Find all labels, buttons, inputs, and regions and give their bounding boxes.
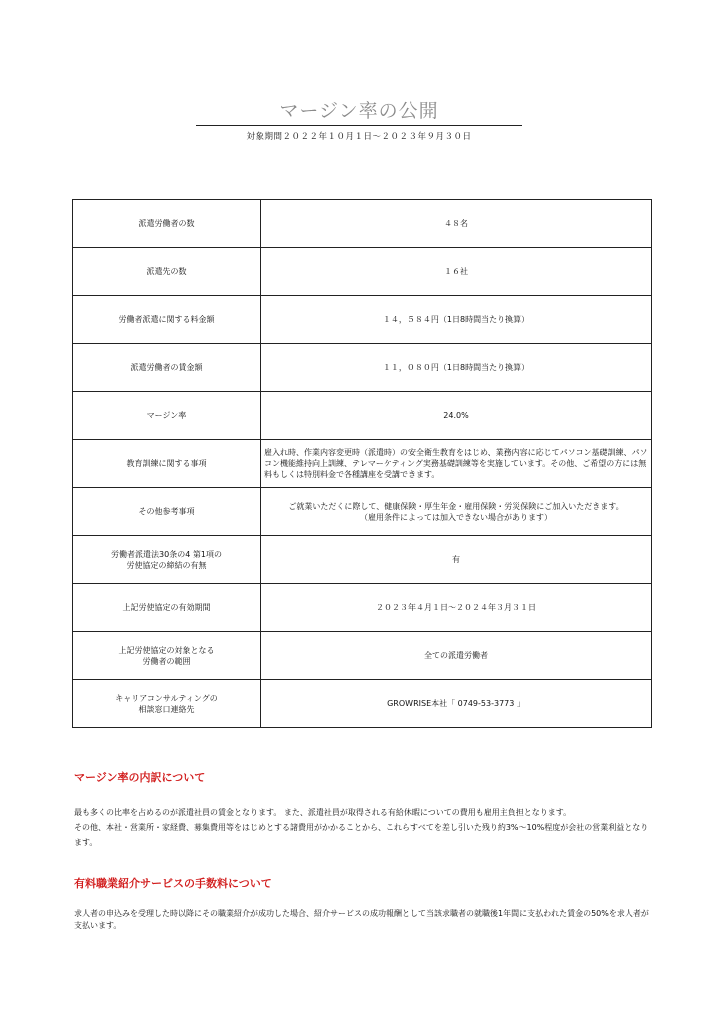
row-value-line2: （雇用条件によっては加入できない場合があります） <box>360 512 552 522</box>
table-row <box>73 488 652 536</box>
row-label: 労働者派遣に関する料金額 <box>73 296 261 344</box>
row-value: １６社 <box>261 248 652 296</box>
table-row <box>73 584 652 632</box>
row-value: ２０２３年４月１日～２０２４年３月３１日 <box>261 584 652 632</box>
row-label <box>73 680 261 728</box>
row-label: 教育訓練に関する事項 <box>73 440 261 488</box>
paragraph-line: 最も多くの比率を占めるのが派遣社員の賃金となります。 また、派遣社員が取得される有給休暇についての費用も雇用主負担となります。 <box>74 808 572 817</box>
table-row <box>73 296 652 344</box>
row-label <box>73 536 261 584</box>
paragraph-line: その他、本社・営業所・家経費、募集費用等をはじめとする諸費用がかかることから、これらすべてを差し引いた残り約3%～10%程度が会社の営業利益となります。 <box>74 823 649 847</box>
row-label-line1: 上記労使協定の対象となる <box>118 645 215 655</box>
row-label: その他参考事項 <box>73 488 261 536</box>
table-row <box>73 392 652 440</box>
page-title: マージン率の公開 <box>196 96 522 126</box>
disclosure-table <box>72 199 652 728</box>
row-value: 雇入れ時、作業内容変更時（派遣時）の安全衛生教育をはじめ、業務内容に応じてパソコン基礎訓練、パソコン機能維持向上訓練、テレマーケティング実務基礎訓練等を実施しています。その他、ご希望の方には無料もしくは特別料金で各種講座を受講できます。 <box>261 440 652 488</box>
table-row <box>73 440 652 488</box>
table-row <box>73 632 652 680</box>
row-label: 派遣先の数 <box>73 248 261 296</box>
row-label-line2: 労働者の範囲 <box>142 656 191 666</box>
target-period: 対象期間２０２２年１０月１日～２０２３年９月３０日 <box>246 132 472 142</box>
row-value: １１，０８０円（1日8時間当たり換算） <box>261 344 652 392</box>
row-value-line1: ご就業いただくに際して、健康保険・厚生年金・雇用保険・労災保険にご加入いただきます。 <box>288 501 624 511</box>
row-value <box>261 488 652 536</box>
row-label-line2: 労使協定の締結の有無 <box>126 560 207 570</box>
placement-fee-heading: 有料職業紹介サービスの手数料について <box>74 877 272 890</box>
margin-breakdown-text <box>74 805 654 850</box>
row-value: 全ての派遣労働者 <box>261 632 652 680</box>
row-value: ４８名 <box>261 200 652 248</box>
row-label <box>73 632 261 680</box>
row-value: 有 <box>261 536 652 584</box>
row-label: マージン率 <box>73 392 261 440</box>
row-label: 派遣労働者の賃金額 <box>73 344 261 392</box>
margin-breakdown-heading: マージン率の内訳について <box>74 771 206 784</box>
row-value: １４，５８４円（1日8時間当たり換算） <box>261 296 652 344</box>
row-label-line1: 労働者派遣法30条の4 第1項の <box>111 549 222 559</box>
table-row <box>73 344 652 392</box>
table-row <box>73 536 652 584</box>
table-row <box>73 680 652 728</box>
row-label-line1: キャリアコンサルティングの <box>115 693 218 703</box>
row-value: GROWRISE本社「 0749-53-3773 」 <box>261 680 652 728</box>
table-row <box>73 200 652 248</box>
placement-fee-text <box>74 908 654 932</box>
row-label: 上記労使協定の有効期間 <box>73 584 261 632</box>
row-label-line2: 相談窓口連絡先 <box>138 704 195 714</box>
paragraph-line: 求人者の申込みを受理した時以降にその職業紹介が成功した場合、紹介サービスの成功報酬として当該求職者の就職後1年間に支払われた賃金の50%を求人者が支払います。 <box>74 909 649 930</box>
row-label: 派遣労働者の数 <box>73 200 261 248</box>
table-row <box>73 248 652 296</box>
row-value: 24.0% <box>261 392 652 440</box>
